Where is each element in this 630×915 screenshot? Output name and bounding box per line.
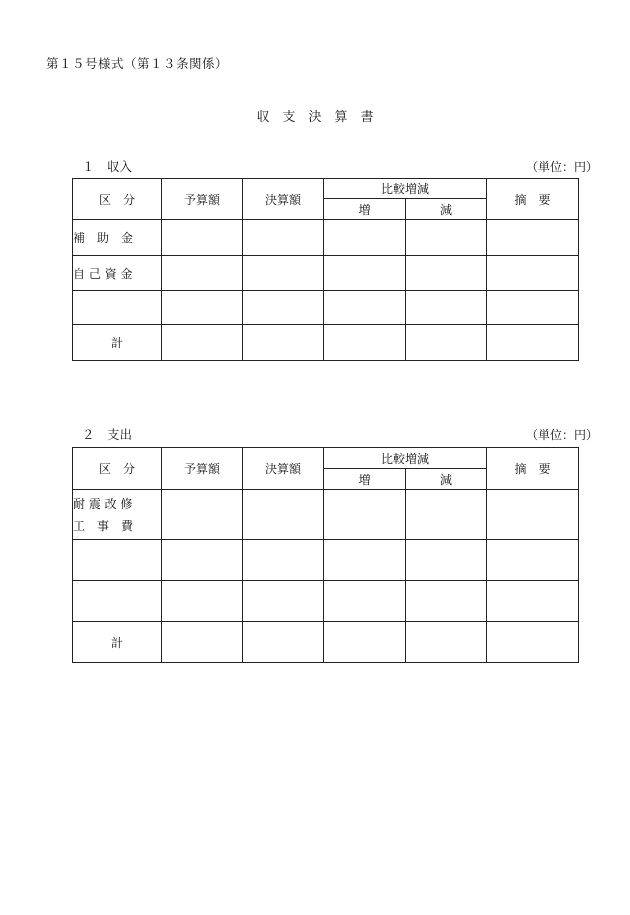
header-category: 区 分 <box>73 179 162 220</box>
income-unit: （単位：円） <box>526 160 599 174</box>
increase-cell[interactable] <box>324 325 406 361</box>
income-table <box>72 178 579 361</box>
remarks-cell[interactable] <box>487 581 579 622</box>
header-comparison: 比較増減 <box>324 179 487 199</box>
settlement-cell[interactable] <box>243 220 324 256</box>
row-category-total: 計 <box>73 325 162 361</box>
remarks-cell[interactable] <box>487 256 579 291</box>
budget-cell[interactable] <box>162 325 243 361</box>
budget-cell[interactable] <box>162 622 243 663</box>
header-decrease: 減 <box>406 469 487 490</box>
table-row <box>73 256 579 291</box>
table-row <box>73 291 579 325</box>
row-category-line1: 耐 震 改 修 <box>73 496 133 511</box>
decrease-cell[interactable] <box>406 581 487 622</box>
row-category: 自 己 資 金 <box>73 256 162 291</box>
expenditure-heading: ２ 支出 <box>82 427 133 442</box>
remarks-cell[interactable] <box>487 325 579 361</box>
header-budget: 予算額 <box>162 179 243 220</box>
budget-cell[interactable] <box>162 291 243 325</box>
decrease-cell[interactable] <box>406 256 487 291</box>
header-comparison: 比較増減 <box>324 448 487 469</box>
decrease-cell[interactable] <box>406 490 487 540</box>
remarks-cell[interactable] <box>487 540 579 581</box>
increase-cell[interactable] <box>324 490 406 540</box>
row-category <box>73 581 162 622</box>
budget-cell[interactable] <box>162 256 243 291</box>
settlement-cell[interactable] <box>243 622 324 663</box>
settlement-cell[interactable] <box>243 490 324 540</box>
header-budget: 予算額 <box>162 448 243 490</box>
decrease-cell[interactable] <box>406 220 487 256</box>
table-row <box>73 220 579 256</box>
budget-cell[interactable] <box>162 540 243 581</box>
decrease-cell[interactable] <box>406 622 487 663</box>
table-row <box>73 581 579 622</box>
remarks-cell[interactable] <box>487 622 579 663</box>
row-category <box>73 540 162 581</box>
row-category-line2: 工 事 費 <box>73 518 134 533</box>
decrease-cell[interactable] <box>406 291 487 325</box>
remarks-cell[interactable] <box>487 291 579 325</box>
document-title: 収 支 決 算 書 <box>256 110 374 125</box>
increase-cell[interactable] <box>324 622 406 663</box>
budget-cell[interactable] <box>162 220 243 256</box>
table-row <box>73 540 579 581</box>
increase-cell[interactable] <box>324 291 406 325</box>
row-category-total: 計 <box>73 622 162 663</box>
header-increase: 増 <box>324 199 406 220</box>
row-category <box>73 490 162 540</box>
settlement-cell[interactable] <box>243 540 324 581</box>
expenditure-table <box>72 447 579 663</box>
increase-cell[interactable] <box>324 540 406 581</box>
header-remarks: 摘 要 <box>487 179 579 220</box>
expenditure-unit: （単位：円） <box>526 428 599 442</box>
total-row <box>73 622 579 663</box>
remarks-cell[interactable] <box>487 220 579 256</box>
remarks-cell[interactable] <box>487 490 579 540</box>
total-row <box>73 325 579 361</box>
header-decrease: 減 <box>406 199 487 220</box>
income-heading: １ 収入 <box>82 159 133 174</box>
settlement-cell[interactable] <box>243 291 324 325</box>
settlement-cell[interactable] <box>243 256 324 291</box>
increase-cell[interactable] <box>324 256 406 291</box>
budget-cell[interactable] <box>162 581 243 622</box>
header-category: 区 分 <box>73 448 162 490</box>
header-settlement: 決算額 <box>243 448 324 490</box>
row-category <box>73 291 162 325</box>
form-number: 第１５号様式（第１３条関係） <box>46 56 229 71</box>
header-increase: 増 <box>324 469 406 490</box>
settlement-cell[interactable] <box>243 581 324 622</box>
header-settlement: 決算額 <box>243 179 324 220</box>
increase-cell[interactable] <box>324 581 406 622</box>
income-header-row <box>73 179 579 199</box>
row-category: 補 助 金 <box>73 220 162 256</box>
decrease-cell[interactable] <box>406 540 487 581</box>
increase-cell[interactable] <box>324 220 406 256</box>
expenditure-header-row <box>73 448 579 469</box>
decrease-cell[interactable] <box>406 325 487 361</box>
settlement-cell[interactable] <box>243 325 324 361</box>
table-row <box>73 490 579 540</box>
budget-cell[interactable] <box>162 490 243 540</box>
header-remarks: 摘 要 <box>487 448 579 490</box>
